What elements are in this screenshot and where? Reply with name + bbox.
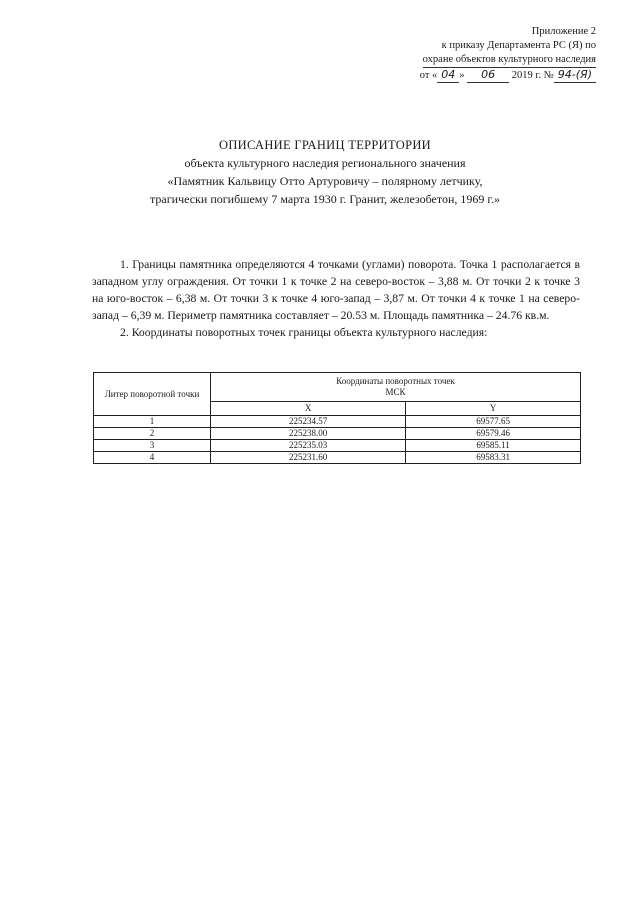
cell-point: 1 bbox=[94, 416, 211, 428]
appendix-order-ref: к приказу Департамента РС (Я) по bbox=[441, 40, 596, 51]
cell-point: 4 bbox=[94, 452, 211, 464]
appendix-header bbox=[420, 25, 596, 83]
date-year: 2019 г. № bbox=[511, 70, 554, 81]
date-mid: » bbox=[459, 70, 465, 81]
cell-x: 225234.57 bbox=[211, 416, 406, 428]
date-month: 06 bbox=[467, 68, 509, 83]
title-line4: трагически погибшему 7 марта 1930 г. Гранит, железобетон, 1969 г.» bbox=[150, 192, 500, 206]
date-prefix: от « bbox=[419, 70, 438, 81]
cell-point: 3 bbox=[94, 440, 211, 452]
title-main: ОПИСАНИЕ ГРАНИЦ ТЕРРИТОРИИ bbox=[219, 138, 431, 152]
header-point bbox=[94, 373, 211, 416]
appendix-department-text: охране объектов культурного наследия bbox=[423, 53, 596, 68]
cell-y: 69585.11 bbox=[406, 440, 581, 452]
header-system-text: МСК bbox=[385, 386, 406, 397]
title-line3: «Памятник Кальвицу Отто Артуровичу – полярному летчику, bbox=[167, 174, 483, 188]
header-x: X bbox=[211, 401, 406, 415]
coordinates-table bbox=[93, 372, 581, 464]
table-row bbox=[94, 452, 581, 464]
cell-x: 225235.03 bbox=[211, 440, 406, 452]
header-point-text: Литер поворотной точки bbox=[104, 388, 200, 399]
document-title bbox=[80, 136, 570, 208]
cell-point: 2 bbox=[94, 428, 211, 440]
header-coordinates-text: Координаты поворотных точек bbox=[336, 375, 455, 386]
table-row bbox=[94, 416, 581, 428]
date-day: 04 bbox=[437, 68, 459, 83]
cell-x: 225231.60 bbox=[211, 452, 406, 464]
cell-x: 225238.00 bbox=[211, 428, 406, 440]
cell-y: 69577.65 bbox=[406, 416, 581, 428]
order-number: 94-(Я) bbox=[554, 68, 596, 83]
appendix-department bbox=[420, 53, 596, 68]
header-coordinates bbox=[211, 373, 581, 402]
paragraph-boundaries: 1. Границы памятника определяются 4 точками (углами) поворота. Точка 1 располагается в западном углу ограждения. От точки 1 к точке 2 на северо-восток – 3,88 м. От точки 2 к точке 3 на юго-восток – 6,38 м. От точки 3 к точке 4 юго-запад – 3,87 м. От точки 4 к точке 1 на северо-запад – 6,39 м. Периметр памятника составляет – 20.53 м. Площадь памятника – 24.76 кв.м. bbox=[92, 258, 580, 322]
body-text bbox=[92, 256, 580, 341]
appendix-title: Приложение 2 bbox=[531, 26, 596, 37]
header-y: Y bbox=[406, 401, 581, 415]
paragraph-coordinates: 2. Координаты поворотных точек границы объекта культурного наследия: bbox=[120, 326, 488, 339]
table-row bbox=[94, 428, 581, 440]
title-line2: объекта культурного наследия регионального значения bbox=[184, 156, 466, 170]
table-row bbox=[94, 440, 581, 452]
cell-y: 69579.46 bbox=[406, 428, 581, 440]
cell-y: 69583.31 bbox=[406, 452, 581, 464]
appendix-date-line bbox=[420, 68, 596, 83]
